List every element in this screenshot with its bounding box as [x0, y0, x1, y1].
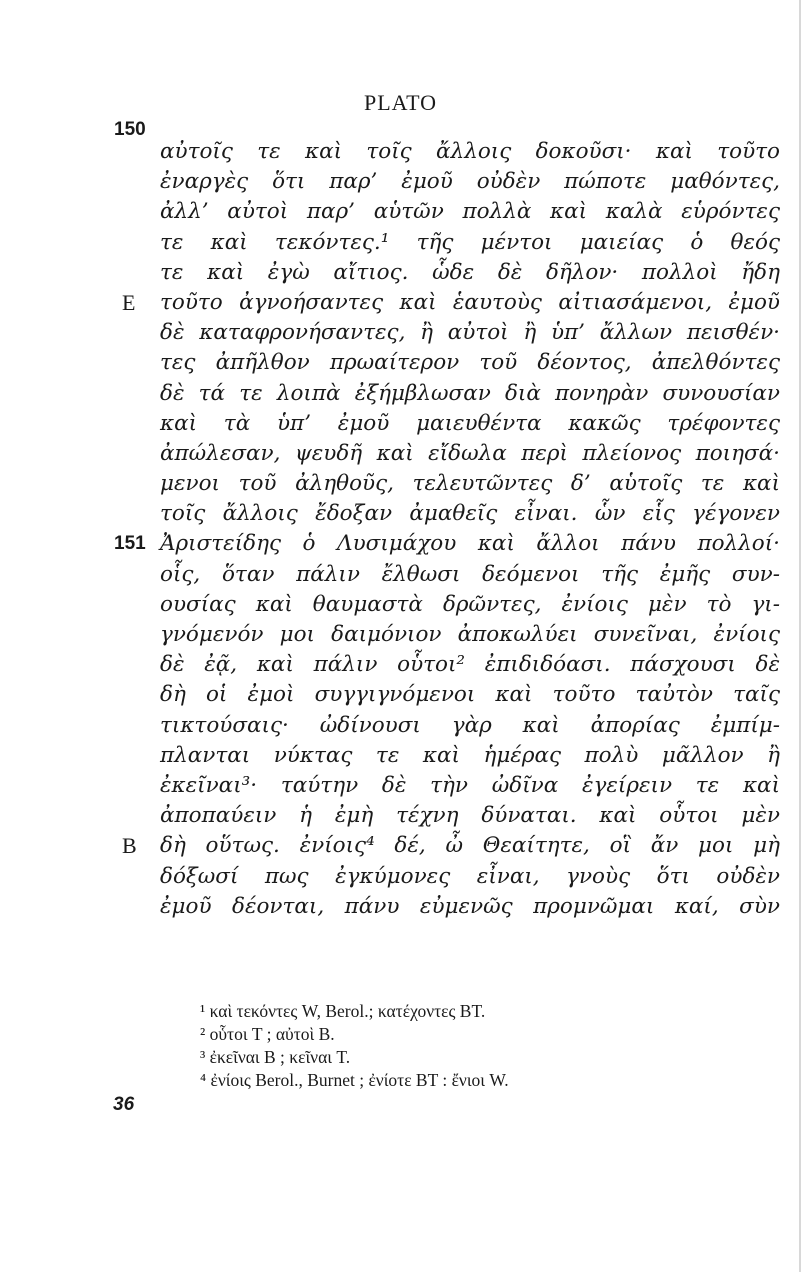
text-line [160, 650, 780, 680]
text-line-content: δὲ καταφρονήσαντες, ἢ αὐτοὶ ἢ ὑπ’ ἄλλων πεισθέν· [160, 320, 780, 346]
text-line [160, 620, 780, 650]
text-line [160, 862, 780, 892]
text-line [160, 892, 780, 922]
footnote: ⁴ ἐνίοις Berol., Burnet ; ἐνίοτε BT : ἔνιοι W. [200, 1070, 509, 1090]
text-line-content: Ἀριστείδης ὁ Λυσιμάχου καὶ ἄλλοι πάνυ πολλοί· [160, 531, 780, 557]
text-line-content: τοῖς ἄλλοις ἔδοξαν ἀμαθεῖς εἶναι. ὧν εἷς γέγονεν [160, 501, 780, 527]
text-line [160, 469, 780, 499]
text-line [160, 137, 780, 167]
text-line [160, 167, 780, 197]
text-line [160, 409, 780, 439]
text-line [160, 711, 780, 741]
stephanus-marker: 151 [114, 533, 146, 555]
text-line-content: ἀποπαύειν ἡ ἐμὴ τέχνη δύναται. καὶ οὗτοι μὲν [160, 803, 780, 829]
text-line-content: δὲ τά τε λοιπὰ ἐξήμβλωσαν διὰ πονηρὰν συνουσίαν [160, 380, 780, 406]
text-line-content: τικτούσαις· ὠδίνουσι γὰρ καὶ ἀπορίας ἐμπίμ- [160, 712, 780, 738]
text-line-content: ἐκεῖναι³· ταύτην δὲ τὴν ὠδῖνα ἐγείρειν τε καὶ [160, 772, 780, 798]
text-line [160, 258, 780, 288]
text-line [160, 318, 780, 348]
text-line-content: ἐναργὲς ὅτι παρ’ ἐμοῦ οὐδὲν πώποτε μαθόντες, [160, 169, 780, 195]
text-line [160, 560, 780, 590]
text-line [160, 801, 780, 831]
text-line-content: δὴ οἱ ἐμοὶ συγγιγνόμενοι καὶ τοῦτο ταὐτὸν ταῖς [160, 682, 780, 708]
stephanus-marker: B [122, 833, 137, 859]
text-line-content: δόξωσί πως ἐγκύμονες εἶναι, γνοὺς ὅτι οὐδὲν [160, 863, 780, 889]
text-line-content: δὲ ἐᾷ, καὶ πάλιν οὗτοι² ἐπιδιδόασι. πάσχουσι δὲ [160, 652, 780, 678]
greek-text-block [114, 137, 780, 922]
text-line-content: τες ἀπῆλθον πρωαίτερον τοῦ δέοντος, ἀπελθόντες [160, 350, 780, 376]
text-line-content: τε καὶ τεκόντες.¹ τῆς μέντοι μαιείας ὁ θεός [160, 229, 780, 255]
text-line-content: ἀλλ’ αὐτοὶ παρ’ αὑτῶν πολλὰ καὶ καλὰ εὑρόντες [160, 199, 780, 225]
text-line-content: ἐμοῦ δέονται, πάνυ εὐμενῶς προμνῶμαι καί, σὺν [160, 893, 780, 919]
text-line [160, 499, 780, 529]
running-head: PLATO [363, 90, 438, 115]
text-line [114, 529, 780, 559]
printer-signature: 36 [113, 1094, 135, 1115]
text-line [122, 288, 780, 318]
text-line-content: γνόμενόν μοι δαιμόνιον ἀποκωλύει συνεῖναι, ἐνίοις [160, 622, 780, 647]
text-line-content: καὶ τὰ ὑπ’ ἐμοῦ μαιευθέντα κακῶς τρέφοντες [160, 410, 780, 436]
text-line-content: οἷς, ὅταν πάλιν ἔλθωσι δεόμενοι τῆς ἐμῆς συν- [160, 561, 780, 587]
text-line-content: μενοι τοῦ ἀληθοῦς, τελευτῶντες δ’ αὑτοῖς τε καὶ [160, 471, 780, 497]
text-line [160, 680, 780, 710]
footnotes [200, 1000, 740, 1092]
text-line-content: ἀπώλεσαν, ψευδῆ καὶ εἴδωλα περὶ πλείονος ποιησά· [160, 440, 780, 466]
text-line [160, 197, 780, 227]
text-line [160, 379, 780, 409]
text-line-content: τε καὶ ἐγὼ αἴτιος. ὧδε δὲ δῆλον· πολλοὶ ἤδη [160, 259, 780, 285]
footnote: ² οὗτοι T ; αὐτοὶ B. [200, 1024, 335, 1044]
text-line [160, 348, 780, 378]
text-line [160, 741, 780, 771]
text-line-content: τοῦτο ἀγνοήσαντες καὶ ἑαυτοὺς αἰτιασάμενοι, ἐμοῦ [160, 289, 780, 315]
footnote: ¹ καὶ τεκόντες W, Berol.; κατέχοντες BT. [200, 1001, 486, 1021]
text-line-content: πλανται νύκτας τε καὶ ἡμέρας πολὺ μᾶλλον ἢ [160, 742, 780, 768]
stephanus-marker: E [122, 289, 136, 315]
footnote: ³ ἐκεῖναι B ; κεῖναι T. [200, 1047, 351, 1067]
text-line [160, 439, 780, 469]
text-line-content: δὴ οὕτως. ἐνίοις⁴ δέ, ὦ Θεαίτητε, οἳ ἄν μοι μὴ [160, 833, 780, 859]
text-line [160, 771, 780, 801]
text-line-content: ουσίας καὶ θαυμαστὰ δρῶντες, ἐνίοις μὲν τὸ γι- [160, 591, 780, 617]
text-line [160, 228, 780, 258]
text-line-content: αὐτοῖς τε καὶ τοῖς ἄλλοις δοκοῦσι· καὶ τοῦτο [160, 139, 780, 164]
text-line [122, 831, 780, 861]
text-line [160, 590, 780, 620]
page-number: 150 [114, 119, 146, 140]
